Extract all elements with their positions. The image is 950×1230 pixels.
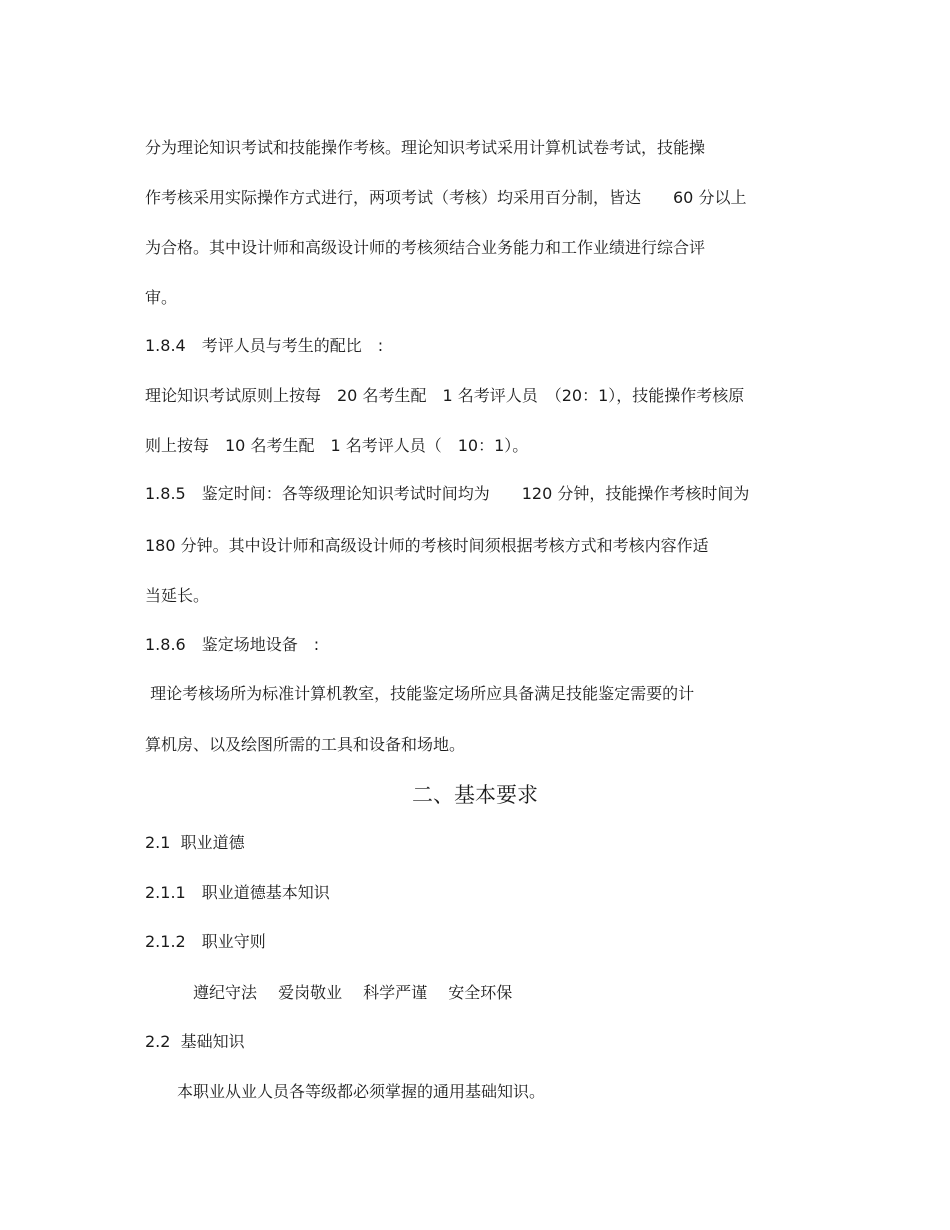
code-of-conduct-list: 遵纪守法 爱岗敬业 科学严谨 安全环保: [145, 983, 513, 1002]
body-text-line: 本职业从业人员各等级都必须掌握的通用基础知识。: [145, 1082, 546, 1101]
subsection-heading-2-1-1: 2.1.1 职业道德基本知识: [145, 883, 330, 902]
body-text-line: 分为理论知识考试和技能操作考核。理论知识考试采用计算机试卷考试，技能操: [145, 138, 706, 157]
body-text-line: 算机房、以及绘图所需的工具和设备和场地。: [145, 735, 466, 754]
body-text-line: 作考核采用实际操作方式进行，两项考试（考核）均采用百分制，皆达 60 分以上: [145, 188, 747, 207]
section-title: 二、基本要求: [412, 783, 538, 807]
body-text-line: 审。: [145, 288, 178, 307]
subsection-heading-1-8-4: 1.8.4 考评人员与考生的配比 :: [145, 336, 384, 355]
body-text-line: 则上按每 10 名考生配 1 名考评人员（ 10：1）。: [145, 436, 529, 455]
body-text-line: 理论知识考试原则上按每 20 名考生配 1 名考评人员 （20：1），技能操作考核原: [145, 386, 745, 405]
subsection-heading-1-8-6: 1.8.6 鉴定场地设备 :: [145, 635, 320, 654]
subsection-heading-2-2: 2.2 基础知识: [145, 1032, 245, 1051]
subsection-heading-2-1: 2.1 职业道德: [145, 833, 245, 852]
body-text-line: 当延长。: [145, 586, 210, 605]
body-text-line: 为合格。其中设计师和高级设计师的考核须结合业务能力和工作业绩进行综合评: [145, 238, 706, 257]
body-text-line: 180 分钟。其中设计师和高级设计师的考核时间须根据考核方式和考核内容作适: [145, 536, 709, 555]
body-text-line: 理论考核场所为标准计算机教室，技能鉴定场所应具备满足技能鉴定需要的计: [145, 684, 695, 703]
subsection-heading-2-1-2: 2.1.2 职业守则: [145, 932, 266, 951]
subsection-heading-1-8-5: 1.8.5 鉴定时间：各等级理论知识考试时间均为 120 分钟，技能操作考核时间为: [145, 484, 750, 503]
